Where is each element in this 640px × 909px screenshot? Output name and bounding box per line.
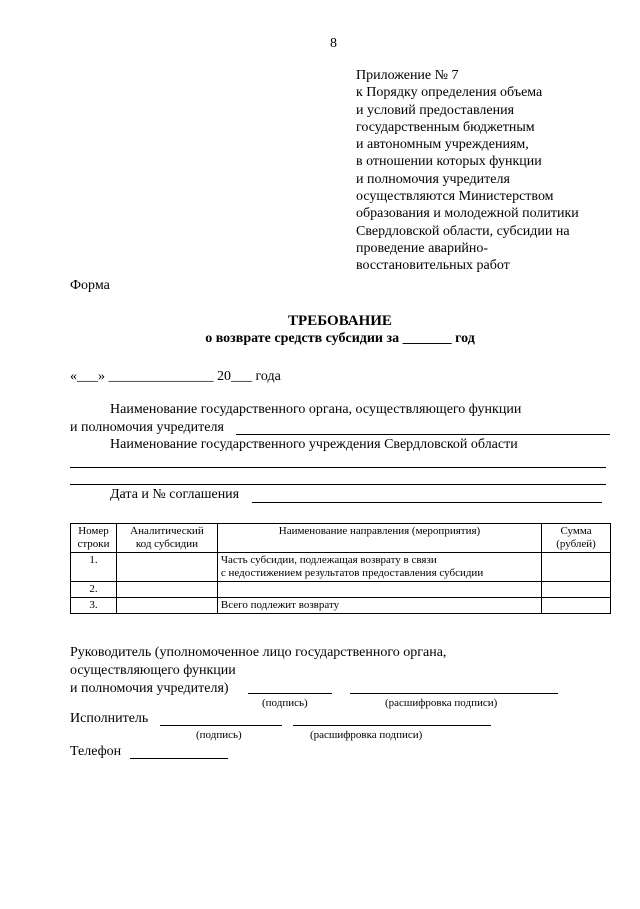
- header-sum: Сумма (рублей): [542, 524, 611, 553]
- document-subtitle: о возврате средств субсидии за _______ год: [205, 331, 475, 346]
- code-cell[interactable]: [116, 582, 217, 598]
- institution-field-line1[interactable]: [70, 467, 606, 468]
- row-number-cell: 3.: [71, 598, 117, 614]
- date-year-word: года: [255, 369, 281, 384]
- institution-label: Наименование государственного учреждения Свердловской области: [110, 437, 518, 452]
- table-row: [71, 598, 611, 614]
- executor-decode-field[interactable]: [293, 725, 491, 726]
- appendix-line: и автономным учреждениям,: [356, 137, 529, 153]
- date-month-blank[interactable]: _______________: [108, 369, 214, 384]
- header-row-number: Номер строки: [71, 524, 117, 553]
- code-cell[interactable]: [116, 598, 217, 614]
- executor-signature-field[interactable]: [160, 725, 282, 726]
- executor-label: Исполнитель: [70, 711, 149, 726]
- appendix-line: и условий предоставления: [356, 102, 515, 118]
- date-year-prefix[interactable]: 20___: [217, 369, 252, 384]
- code-cell[interactable]: [116, 553, 217, 582]
- refund-table: [70, 523, 611, 614]
- agreement-field[interactable]: [252, 502, 602, 503]
- page-number: 8: [330, 36, 337, 51]
- direction-cell: Всего подлежит возврату: [217, 598, 541, 614]
- institution-field-line2[interactable]: [70, 484, 606, 485]
- gov-body-field[interactable]: [236, 434, 610, 435]
- executor-signature-caption: (подпись): [196, 729, 242, 741]
- sum-cell[interactable]: [542, 582, 611, 598]
- appendix-line: к Порядку определения объема: [356, 85, 543, 101]
- appendix-line: и полномочия учредителя: [356, 171, 510, 187]
- table-row: [71, 582, 611, 598]
- row-number-cell: 2.: [71, 582, 117, 598]
- date-day-blank[interactable]: «___»: [70, 369, 105, 384]
- sum-cell[interactable]: [542, 553, 611, 582]
- appendix-line: Приложение № 7: [356, 68, 459, 83]
- date-line: [70, 369, 281, 385]
- document-title: ТРЕБОВАНИЕ: [288, 313, 392, 329]
- phone-field[interactable]: [130, 758, 228, 759]
- appendix-line: образования и молодежной политики: [356, 206, 579, 222]
- direction-cell[interactable]: [217, 582, 541, 598]
- head-signature-decode-field[interactable]: [350, 693, 558, 694]
- head-signature-caption: (подпись): [262, 697, 308, 709]
- appendix-line: государственным бюджетным: [356, 119, 535, 135]
- form-label: Форма: [70, 278, 110, 293]
- header-direction: Наименование направления (мероприятия): [217, 524, 541, 553]
- appendix-line: восстановительных работ: [356, 258, 510, 274]
- appendix-line: в отношении которых функции: [356, 154, 542, 170]
- row-number-cell: 1.: [71, 553, 117, 582]
- appendix-block: [356, 67, 579, 275]
- table-header-row: [71, 524, 611, 553]
- gov-body-label-line2: и полномочия учредителя: [70, 420, 224, 435]
- direction-cell: Часть субсидии, подлежащая возврату в связи с недостижением результатов предоставления субсидии: [217, 553, 541, 582]
- head-label-line2: осуществляющего функции: [70, 663, 236, 678]
- executor-decode-caption: (расшифровка подписи): [310, 729, 423, 741]
- head-label-line1: Руководитель (уполномоченное лицо государственного органа,: [70, 645, 447, 660]
- table-row: [71, 553, 611, 582]
- appendix-line: проведение аварийно-: [356, 240, 489, 256]
- gov-body-label-line1: Наименование государственного органа, осуществляющего функции: [110, 402, 522, 417]
- head-decode-caption: (расшифровка подписи): [385, 697, 498, 709]
- phone-label: Телефон: [70, 744, 122, 759]
- sum-cell[interactable]: [542, 598, 611, 614]
- head-signature-field[interactable]: [248, 693, 332, 694]
- appendix-line: Свердловской области, субсидии на: [356, 223, 570, 239]
- header-analytic-code: Аналитический код субсидии: [116, 524, 217, 553]
- appendix-line: осуществляются Министерством: [356, 189, 554, 205]
- head-label-line3: и полномочия учредителя): [70, 681, 229, 696]
- agreement-label: Дата и № соглашения: [110, 487, 240, 502]
